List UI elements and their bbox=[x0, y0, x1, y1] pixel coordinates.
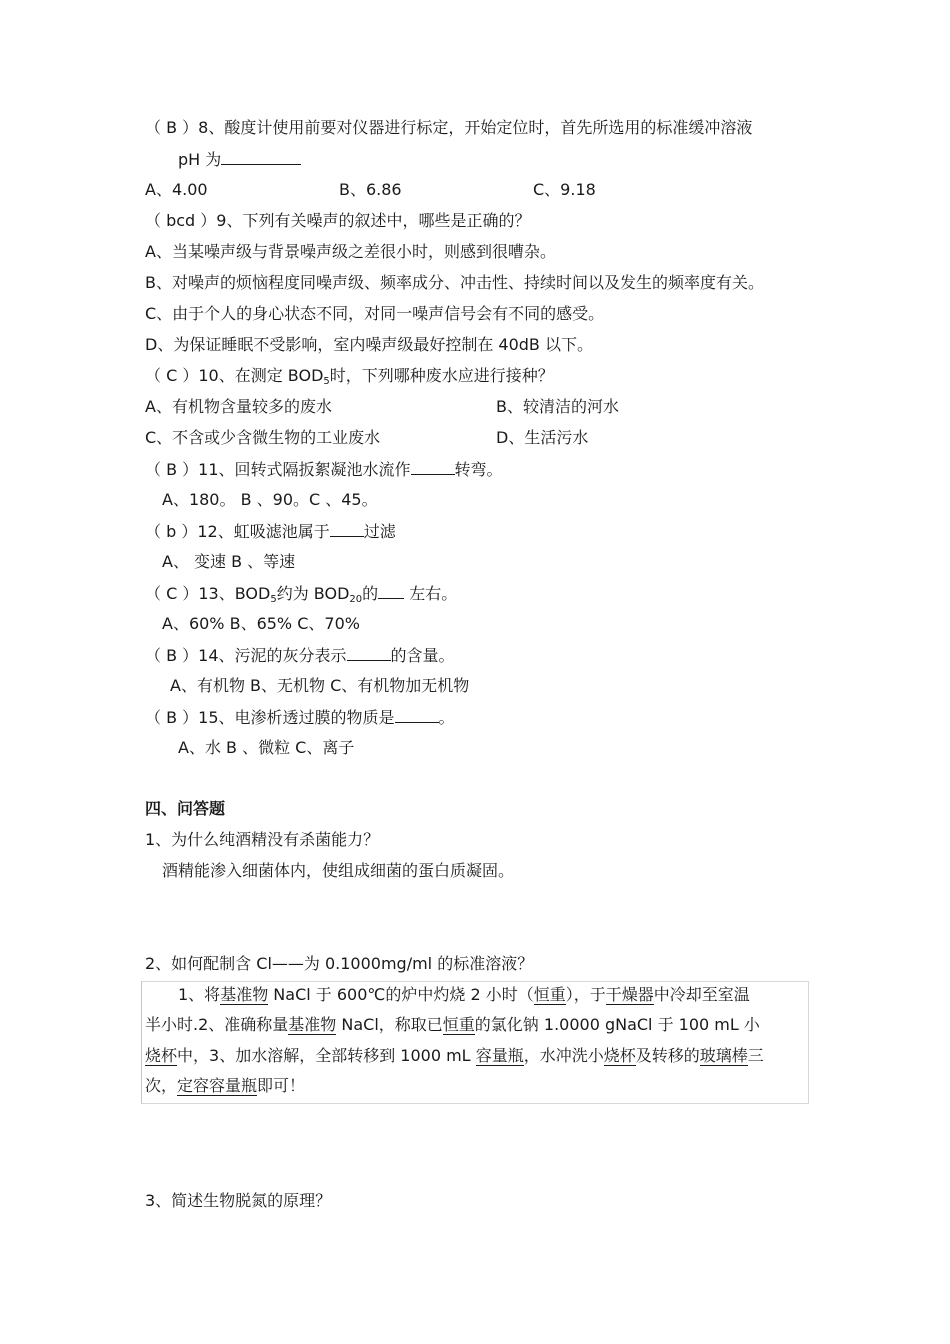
q10-option-c: C、不含或少含微生物的工业废水 bbox=[145, 428, 381, 447]
q13-stem bbox=[145, 582, 457, 605]
q10-stem bbox=[145, 365, 554, 387]
text: NaCl 于 600℃的炉中灼烧 2 小时（ bbox=[268, 985, 534, 1004]
q11-options: A、180。 B 、90。C 、45。 bbox=[162, 490, 378, 509]
q11-stem bbox=[145, 458, 503, 481]
term: 玻璃棒 bbox=[699, 1046, 748, 1065]
q13-stem-part: 左右。 bbox=[404, 584, 458, 603]
q12-stem bbox=[145, 520, 396, 543]
q11-stem-part: 转弯。 bbox=[454, 460, 503, 479]
text: 及转移的 bbox=[635, 1046, 700, 1065]
subscript: 20 bbox=[349, 594, 363, 605]
answer-2-line-4 bbox=[145, 1075, 305, 1097]
q14-stem-part: 的含量。 bbox=[390, 646, 455, 665]
q15-stem-part: 。 bbox=[438, 708, 455, 727]
text: 即可！ bbox=[257, 1076, 306, 1095]
question-1: 1、为什么纯酒精没有杀菌能力？ bbox=[145, 830, 380, 849]
q9-option-d: D、为保证睡眠不受影响，室内噪声级最好控制在 40dB 以下。 bbox=[145, 335, 593, 354]
text: 次， bbox=[145, 1076, 178, 1095]
q11-stem-part: （ B ）11、回转式隔扳絮凝池水流作 bbox=[145, 460, 411, 479]
q12-options: A、 变速 B 、等速 bbox=[162, 552, 296, 571]
q9-stem: （ bcd ）9、下列有关噪声的叙述中，哪些是正确的？ bbox=[145, 211, 531, 230]
answer-2-line-1 bbox=[178, 984, 750, 1006]
q12-stem-part: 过滤 bbox=[363, 522, 396, 541]
section-heading: 四、问答题 bbox=[145, 799, 226, 818]
text: NaCl，称取已 bbox=[336, 1015, 443, 1034]
q12-stem-part: （ b ）12、虹吸滤池属于 bbox=[145, 522, 330, 541]
q10-stem-part: （ C ）10、在测定 BOD bbox=[145, 366, 324, 385]
q8-stem-text2: pH 为 bbox=[178, 150, 222, 169]
q8-stem bbox=[145, 117, 752, 139]
q15-stem-part: （ B ）15、电渗析透过膜的物质是 bbox=[145, 708, 395, 727]
question-2: 2、如何配制含 Cl——为 0.1000mg/ml 的标准溶液？ bbox=[145, 954, 534, 973]
term: 恒重 bbox=[533, 985, 566, 1004]
q10-option-a: A、有机物含量较多的废水 bbox=[145, 397, 332, 416]
answer-blank bbox=[330, 520, 364, 537]
answer-blank bbox=[411, 458, 455, 475]
q10-option-b: B、较清洁的河水 bbox=[496, 397, 619, 416]
answer-1: 酒精能渗入细菌体内，使组成细菌的蛋白质凝固。 bbox=[162, 861, 515, 880]
q9-option-b: B、对噪声的烦恼程度同噪声级、频率成分、冲击性、持续时间以及发生的频率度有关。 bbox=[145, 273, 764, 292]
answer-2-line-2 bbox=[145, 1014, 760, 1036]
text: 中冷却至室温 bbox=[653, 985, 750, 1004]
q10-option-d: D、生活污水 bbox=[496, 428, 589, 447]
subscript: 5 bbox=[323, 376, 330, 387]
q14-stem-part: （ B ）14、污泥的灰分表示 bbox=[145, 646, 347, 665]
term: 容量瓶 bbox=[475, 1046, 524, 1065]
text: ，水冲洗小 bbox=[523, 1046, 604, 1065]
subscript: 5 bbox=[270, 594, 277, 605]
q15-options: A、水 B 、微粒 C、离子 bbox=[178, 738, 355, 757]
q14-stem bbox=[145, 644, 455, 667]
text: 1、将 bbox=[178, 985, 221, 1004]
answer-blank bbox=[347, 644, 391, 661]
answer-blank bbox=[395, 706, 439, 723]
term: 烧杯 bbox=[603, 1046, 636, 1065]
q13-options: A、60% B、65% C、70% bbox=[162, 614, 360, 633]
term: 定容容量瓶 bbox=[177, 1076, 258, 1095]
answer-blank bbox=[378, 582, 404, 599]
q10-stem-part: 时，下列哪种废水应进行接种？ bbox=[329, 366, 554, 385]
q9-option-a: A、当某噪声级与背景噪声级之差很小时，则感到很嘈杂。 bbox=[145, 242, 556, 261]
q8-option-c: C、9.18 bbox=[533, 180, 596, 199]
q13-stem-part: 约为 BOD bbox=[276, 584, 350, 603]
q15-stem bbox=[145, 706, 455, 729]
answer-blank bbox=[221, 148, 301, 165]
q8-option-b: B、6.86 bbox=[339, 180, 402, 199]
text: 三 bbox=[747, 1046, 764, 1065]
term: 基准物 bbox=[220, 985, 269, 1004]
q8-option-a: A、4.00 bbox=[145, 180, 208, 199]
term: 烧杯 bbox=[145, 1046, 178, 1065]
text: 半小时.2、准确称量 bbox=[145, 1015, 289, 1034]
question-3: 3、简述生物脱氮的原理？ bbox=[145, 1191, 332, 1210]
term: 恒重 bbox=[442, 1015, 475, 1034]
text: 中，3、加水溶解，全部转移到 1000 mL bbox=[177, 1046, 476, 1065]
q13-stem-part: 的 bbox=[362, 584, 379, 603]
q14-options: A、有机物 B、无机物 C、有机物加无机物 bbox=[170, 676, 470, 695]
answer-2-line-3 bbox=[145, 1045, 764, 1067]
term: 干燥器 bbox=[605, 985, 654, 1004]
q8-stem-line2 bbox=[178, 148, 301, 171]
term: 基准物 bbox=[288, 1015, 337, 1034]
q9-option-c: C、由于个人的身心状态不同，对同一噪声信号会有不同的感受。 bbox=[145, 304, 605, 323]
text: 的氯化钠 1.0000 gNaCl 于 100 mL 小 bbox=[474, 1015, 760, 1034]
text: ），于 bbox=[565, 985, 606, 1004]
q8-stem-text: （ B ）8、酸度计使用前要对仪器进行标定，开始定位时，首先所选用的标准缓冲溶液 bbox=[145, 118, 753, 137]
q13-stem-part: （ C ）13、BOD bbox=[145, 584, 271, 603]
